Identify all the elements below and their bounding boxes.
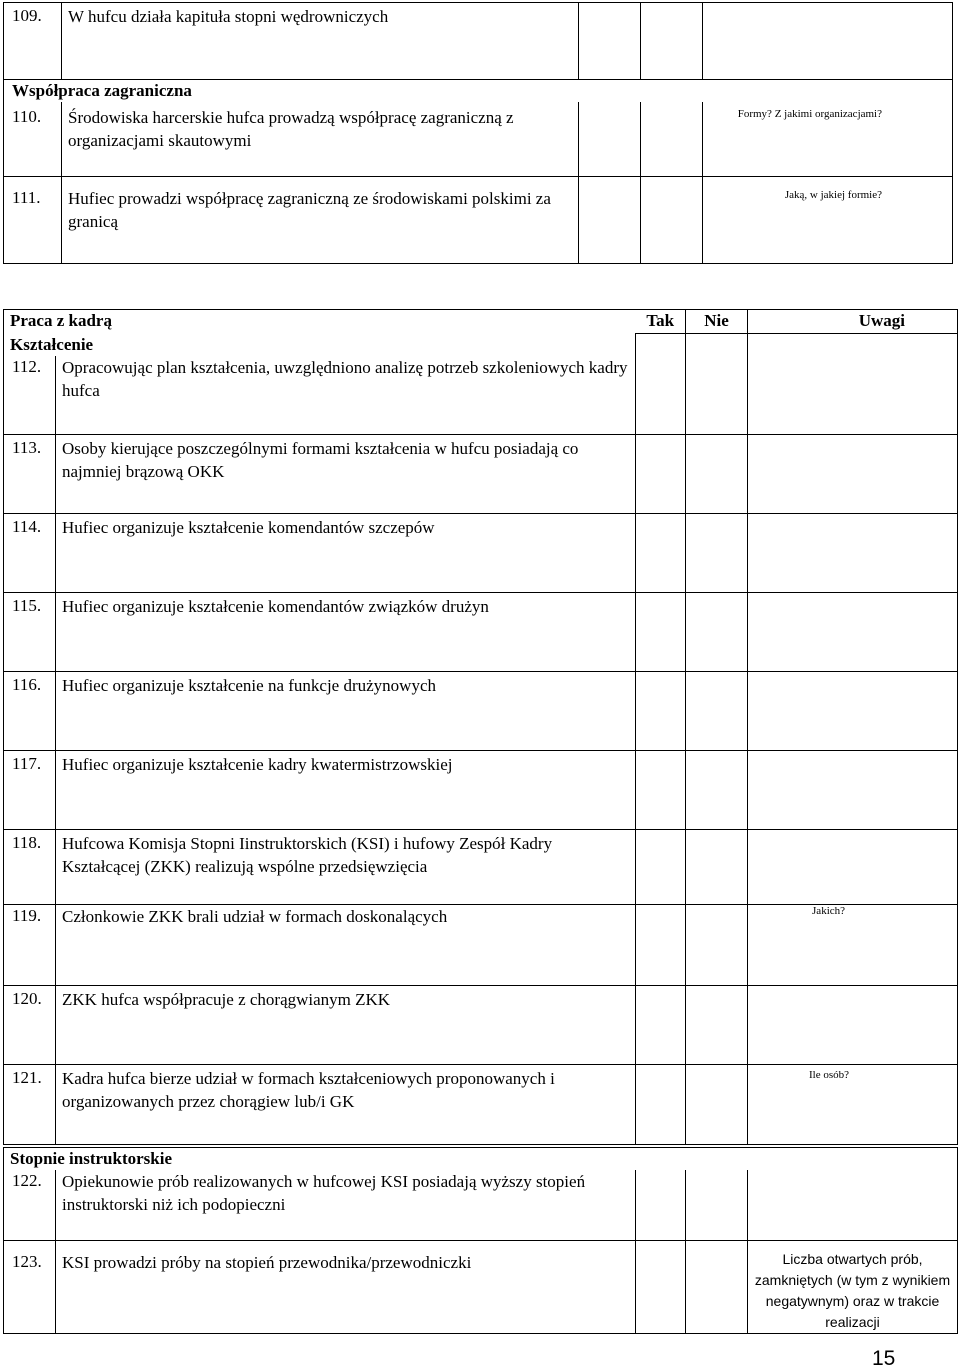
notes-cell[interactable]: Jakich? [748, 905, 958, 986]
question-text: KSI prowadzi próby na stopień przewodnika/przewodniczki [56, 1241, 636, 1334]
table-row [4, 830, 958, 905]
answer-no-cell[interactable] [686, 435, 748, 514]
answer-yes-cell[interactable] [636, 356, 686, 435]
notes-cell[interactable] [748, 986, 958, 1065]
notes-cell[interactable]: Ile osób? [748, 1065, 958, 1145]
staff-training-table [3, 309, 958, 1145]
table-row [4, 986, 958, 1065]
table-row [4, 356, 958, 435]
column-header-notes: Uwagi [748, 310, 958, 334]
row-number: 113. [4, 435, 56, 514]
row-number: 111. [4, 177, 62, 264]
table-row [4, 177, 953, 264]
row-number: 114. [4, 514, 56, 593]
answer-yes-cell[interactable] [579, 102, 641, 177]
table-row [4, 1170, 958, 1241]
row-number: 123. [4, 1241, 56, 1334]
row-number: 122. [4, 1170, 56, 1241]
section-title: Stopnie instruktorskie [4, 1148, 958, 1170]
question-text: W hufcu działa kapituła stopni wędrowniczych [62, 3, 579, 80]
question-text: Hufiec organizuje kształcenie komendantów związków drużyn [56, 593, 636, 672]
question-text: Środowiska harcerskie hufca prowadzą współpracę zagraniczną z organizacjami skautowymi [62, 102, 579, 177]
table-row [4, 1065, 958, 1145]
answer-yes-cell[interactable] [636, 1170, 686, 1241]
notes-cell[interactable] [748, 593, 958, 672]
row-number: 115. [4, 593, 56, 672]
row-number: 121. [4, 1065, 56, 1145]
answer-yes-cell[interactable] [636, 514, 686, 593]
question-text: Hufiec prowadzi współpracę zagraniczną ze środowiskami polskimi za granicą [62, 177, 579, 264]
answer-yes-cell[interactable] [636, 672, 686, 751]
table-row [4, 3, 953, 80]
answer-no-cell[interactable] [686, 593, 748, 672]
answer-no-cell[interactable] [686, 751, 748, 830]
column-header-no: Nie [686, 310, 748, 334]
row-number: 110. [4, 102, 62, 177]
question-text: ZKK hufca współpracuje z chorągwianym ZKK [56, 986, 636, 1065]
page-number: 15 [872, 1347, 896, 1370]
answer-no-cell[interactable] [686, 905, 748, 986]
table-row [4, 514, 958, 593]
row-number: 116. [4, 672, 56, 751]
cooperation-table [3, 2, 953, 264]
row-number: 117. [4, 751, 56, 830]
answer-yes-cell[interactable] [636, 593, 686, 672]
row-number: 118. [4, 830, 56, 905]
answer-no-cell[interactable] [686, 830, 748, 905]
row-number: 120. [4, 986, 56, 1065]
table-row [4, 102, 953, 177]
answer-yes-cell[interactable] [579, 177, 641, 264]
answer-yes-cell[interactable] [636, 1241, 686, 1334]
notes-cell[interactable] [703, 3, 953, 80]
instructor-ranks-table [3, 1147, 958, 1334]
answer-no-cell[interactable] [686, 1065, 748, 1145]
answer-no-cell[interactable] [641, 102, 703, 177]
answer-no-cell[interactable] [686, 514, 748, 593]
question-text: Członkowie ZKK brali udział w formach doskonalących [56, 905, 636, 986]
answer-no-cell[interactable] [686, 1170, 748, 1241]
section-header-row [4, 80, 953, 102]
question-text: Hufiec organizuje kształcenie komendantów szczepów [56, 514, 636, 593]
notes-cell[interactable] [748, 751, 958, 830]
question-text: Osoby kierujące poszczególnymi formami kształcenia w hufcu posiadają co najmniej brązową OKK [56, 435, 636, 514]
question-text: Opracowując plan kształcenia, uwzględniono analizę potrzeb szkoleniowych kadry hufca [56, 356, 636, 435]
section-header-row [4, 1148, 958, 1170]
answer-no-cell[interactable] [641, 3, 703, 80]
notes-cell[interactable] [748, 830, 958, 905]
answer-yes-cell[interactable] [636, 905, 686, 986]
answer-yes-cell[interactable] [636, 751, 686, 830]
notes-cell[interactable] [748, 1170, 958, 1241]
table-row [4, 905, 958, 986]
answer-no-cell[interactable] [686, 356, 748, 435]
table-row [4, 435, 958, 514]
answer-yes-cell[interactable] [579, 3, 641, 80]
table-row [4, 672, 958, 751]
subsection-title: Kształcenie [4, 334, 636, 356]
header-row [4, 310, 958, 334]
notes-cell[interactable] [748, 356, 958, 435]
question-text: Kadra hufca bierze udział w formach kształceniowych proponowanych i organizowanych przez chorągiew lub/i GK [56, 1065, 636, 1145]
notes-cell[interactable]: Jaką, w jakiej formie? [703, 177, 953, 264]
row-number: 112. [4, 356, 56, 435]
section-title: Współpraca zagraniczna [4, 80, 953, 102]
question-text: Hufcowa Komisja Stopni Iinstruktorskich (KSI) i hufowy Zespół Kadry Kształcącej (ZKK) realizują wspólne przedsięwzięcia [56, 830, 636, 905]
row-number: 119. [4, 905, 56, 986]
question-text: Hufiec organizuje kształcenie kadry kwatermistrzowskiej [56, 751, 636, 830]
notes-cell[interactable]: Formy? Z jakimi organizacjami? [703, 102, 953, 177]
answer-no-cell[interactable] [686, 986, 748, 1065]
notes-cell[interactable] [748, 435, 958, 514]
notes-cell[interactable]: Liczba otwartych prób, zamkniętych (w tym z wynikiem negatywnym) oraz w trakcie realizacji [748, 1241, 958, 1334]
answer-yes-cell[interactable] [636, 1065, 686, 1145]
section-title: Praca z kadrą [4, 310, 636, 334]
subsection-row [4, 334, 958, 356]
question-text: Opiekunowie prób realizowanych w hufcowej KSI posiadają wyższy stopień instruktorski niż ich podopieczni [56, 1170, 636, 1241]
question-text: Hufiec organizuje kształcenie na funkcje drużynowych [56, 672, 636, 751]
column-header-yes: Tak [636, 310, 686, 334]
answer-no-cell[interactable] [686, 1241, 748, 1334]
answer-yes-cell[interactable] [636, 830, 686, 905]
answer-no-cell[interactable] [641, 177, 703, 264]
answer-no-cell[interactable] [686, 672, 748, 751]
table-row [4, 751, 958, 830]
table-row [4, 593, 958, 672]
answer-yes-cell[interactable] [636, 435, 686, 514]
row-number: 109. [4, 3, 62, 80]
notes-cell[interactable] [748, 514, 958, 593]
table-row [4, 1241, 958, 1334]
notes-cell[interactable] [748, 672, 958, 751]
answer-yes-cell[interactable] [636, 986, 686, 1065]
